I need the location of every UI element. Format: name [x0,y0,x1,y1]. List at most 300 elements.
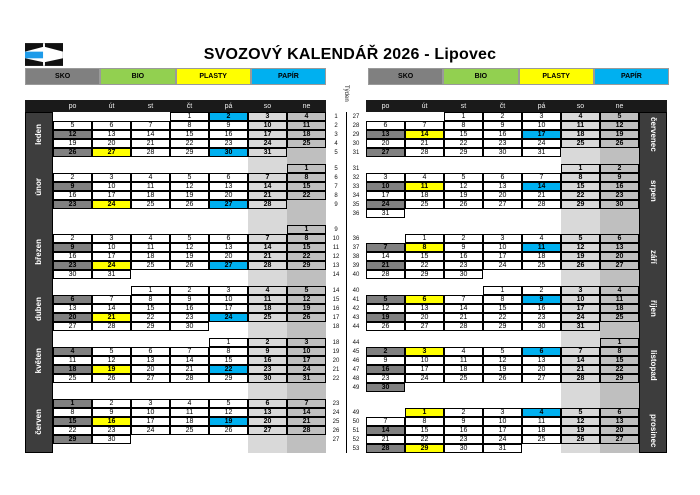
day-cell: 15 [600,356,639,365]
day-cell: 30 [444,444,483,453]
week-number: 2 [334,122,338,129]
day-cell: 14 [366,252,405,261]
day-cell: 13 [600,243,639,252]
week-number: 40 [352,271,360,278]
day-cell: 9 [53,243,92,252]
day-cell: 18 [170,417,209,426]
day-cell: 22 [53,426,92,435]
day-cell: 30 [444,270,483,279]
day-cell: 12 [366,304,405,313]
day-cell: 11 [522,243,561,252]
day-cell: 7 [170,347,209,356]
day-cell: 4 [170,399,209,408]
day-cell: 1 [405,234,444,243]
day-cell: 23 [483,139,522,148]
day-cell: 29 [131,322,170,331]
day-cell: 8 [483,295,522,304]
day-cell: 13 [53,304,92,313]
week-number: 15 [332,296,340,303]
day-cell: 9 [53,182,92,191]
day-cell: 23 [600,191,639,200]
day-cell: 13 [366,130,405,139]
day-cell: 17 [561,304,600,313]
day-cell: 8 [209,347,248,356]
day-cell: 29 [405,444,444,453]
day-name-header: ne [287,100,326,112]
day-cell: 22 [209,365,248,374]
week-number: 6 [334,174,338,181]
day-cell: 16 [522,304,561,313]
week-number: 36 [352,210,360,217]
day-cell: 6 [522,347,561,356]
day-cell: 13 [248,408,287,417]
day-cell: 28 [170,374,209,383]
day-cell: 13 [209,243,248,252]
day-cell: 17 [366,191,405,200]
day-cell: 14 [444,304,483,313]
day-cell: 23 [366,374,405,383]
day-cell: 1 [483,286,522,295]
day-cell: 16 [483,130,522,139]
day-cell: 24 [405,374,444,383]
day-cell: 23 [209,139,248,148]
day-cell: 9 [209,121,248,130]
day-cell: 14 [92,304,131,313]
day-cell: 25 [405,200,444,209]
day-cell: 15 [209,356,248,365]
day-cell: 12 [170,243,209,252]
day-cell: 19 [170,191,209,200]
day-cell: 7 [444,295,483,304]
day-cell: 9 [600,173,639,182]
day-cell: 1 [561,164,600,173]
day-cell: 29 [405,270,444,279]
header-corner [639,100,667,112]
week-number: 41 [352,296,360,303]
day-cell: 14 [366,426,405,435]
day-cell: 9 [366,356,405,365]
day-cell: 7 [287,399,326,408]
day-cell: 3 [92,234,131,243]
day-cell: 20 [600,426,639,435]
day-cell: 28 [248,261,287,270]
day-cell: 24 [561,313,600,322]
day-cell: 1 [209,338,248,347]
day-name-header: út [92,100,131,112]
day-cell: 22 [600,365,639,374]
week-number: 1 [334,113,338,120]
day-cell: 1 [600,338,639,347]
week-number: 49 [352,384,360,391]
day-cell: 4 [287,112,326,121]
day-cell: 20 [209,191,248,200]
day-cell: 31 [561,322,600,331]
day-cell: 20 [92,139,131,148]
day-cell: 24 [483,261,522,270]
month-label-únor [25,164,53,209]
day-cell: 18 [131,252,170,261]
day-cell: 26 [483,374,522,383]
day-cell: 10 [209,295,248,304]
day-cell: 1 [287,164,326,173]
day-cell: 24 [92,261,131,270]
week-number: 31 [352,149,360,156]
day-cell: 25 [170,426,209,435]
day-cell: 17 [131,417,170,426]
day-cell: 18 [522,426,561,435]
week-number: 5 [334,165,338,172]
day-cell: 2 [92,399,131,408]
day-cell: 11 [131,182,170,191]
day-cell: 3 [522,112,561,121]
day-cell: 30 [600,200,639,209]
day-cell: 19 [170,252,209,261]
month-label-text: prosinec [649,413,658,448]
week-number: 48 [352,375,360,382]
week-number: 46 [352,357,360,364]
day-cell: 30 [366,383,405,392]
day-cell: 2 [444,234,483,243]
day-cell: 10 [405,356,444,365]
day-cell: 6 [248,399,287,408]
day-cell: 2 [248,338,287,347]
legend-left [25,68,326,85]
day-name-header: so [248,100,287,112]
day-cell: 23 [170,313,209,322]
week-number: 34 [352,192,360,199]
day-cell: 9 [444,243,483,252]
day-cell: 11 [600,295,639,304]
day-cell: 17 [248,130,287,139]
day-cell: 13 [209,182,248,191]
day-cell: 31 [287,374,326,383]
day-cell: 28 [405,148,444,157]
day-cell: 17 [483,426,522,435]
day-cell: 13 [405,304,444,313]
legend-item-plasty: PLASTY [176,68,251,85]
day-cell: 27 [248,426,287,435]
week-number: 52 [352,436,360,443]
day-cell: 7 [561,347,600,356]
week-number: 14 [332,287,340,294]
month-label-listopad [639,338,667,392]
day-cell: 14 [522,182,561,191]
day-cell: 6 [131,347,170,356]
day-cell: 22 [483,313,522,322]
day-name-header: st [131,100,170,112]
day-cell: 24 [209,313,248,322]
day-cell: 11 [170,408,209,417]
day-cell: 2 [483,112,522,121]
day-cell: 10 [287,347,326,356]
day-cell: 7 [405,121,444,130]
day-cell: 8 [53,408,92,417]
day-cell: 30 [209,148,248,157]
day-cell: 6 [209,234,248,243]
day-cell: 10 [92,243,131,252]
week-number: 44 [352,323,360,330]
day-cell: 30 [170,322,209,331]
day-cell: 16 [444,426,483,435]
day-cell: 25 [600,313,639,322]
day-cell: 1 [53,399,92,408]
week-number: 5 [334,149,338,156]
day-cell: 13 [131,356,170,365]
day-cell: 5 [287,286,326,295]
week-number: 27 [332,436,340,443]
header-corner [25,100,53,112]
day-cell: 31 [483,444,522,453]
day-cell: 27 [366,148,405,157]
day-cell: 21 [287,417,326,426]
day-cell: 2 [53,234,92,243]
week-number: 4 [334,140,338,147]
day-name-header: so [561,100,600,112]
day-cell: 20 [209,252,248,261]
week-number: 9 [334,201,338,208]
day-cell: 7 [366,417,405,426]
day-cell: 14 [248,243,287,252]
day-cell: 23 [444,261,483,270]
week-number: 42 [352,305,360,312]
legend-item-plasty: PLASTY [519,68,594,85]
day-cell: 19 [483,365,522,374]
day-cell: 14 [248,182,287,191]
day-cell: 11 [287,121,326,130]
day-cell: 16 [209,130,248,139]
day-cell: 19 [561,426,600,435]
day-cell: 29 [600,374,639,383]
day-cell: 23 [53,200,92,209]
day-cell: 10 [561,295,600,304]
week-number: 51 [352,427,360,434]
day-cell: 6 [53,295,92,304]
day-cell: 21 [92,313,131,322]
day-cell: 2 [600,164,639,173]
month-label-text: červenec [649,117,658,152]
day-cell: 20 [600,252,639,261]
day-cell: 14 [170,356,209,365]
day-cell: 30 [483,148,522,157]
day-cell: 13 [92,130,131,139]
legend-item-sko: SKO [25,68,100,85]
day-cell: 21 [170,365,209,374]
day-cell: 23 [444,435,483,444]
day-cell: 21 [561,365,600,374]
day-cell: 9 [248,347,287,356]
day-cell: 12 [444,182,483,191]
day-cell: 27 [92,148,131,157]
day-cell: 2 [522,286,561,295]
day-cell: 24 [248,139,287,148]
week-number: 26 [332,427,340,434]
month-label-text: květen [34,347,43,374]
day-cell: 10 [522,121,561,130]
day-cell: 8 [561,173,600,182]
week-number: 11 [332,244,340,251]
day-cell: 4 [131,173,170,182]
day-cell: 27 [209,200,248,209]
day-cell: 10 [483,243,522,252]
week-number: 40 [352,287,360,294]
day-cell: 2 [444,408,483,417]
week-number: 3 [334,131,338,138]
day-cell: 28 [92,322,131,331]
week-number: 31 [352,165,360,172]
day-cell: 29 [483,322,522,331]
week-number: 8 [334,192,338,199]
day-cell: 17 [287,356,326,365]
day-cell: 5 [366,295,405,304]
day-cell: 28 [287,426,326,435]
day-cell: 21 [366,435,405,444]
day-cell: 12 [600,121,639,130]
day-cell: 25 [522,435,561,444]
day-cell: 16 [53,191,92,200]
day-cell: 28 [248,200,287,209]
day-cell: 19 [600,130,639,139]
day-cell: 17 [209,304,248,313]
day-cell: 25 [522,261,561,270]
day-cell: 2 [170,286,209,295]
day-cell: 3 [92,173,131,182]
day-cell: 26 [600,139,639,148]
day-name-header: po [53,100,92,112]
day-cell: 4 [522,408,561,417]
day-cell: 10 [131,408,170,417]
month-label-leden [25,112,53,157]
day-cell: 8 [444,121,483,130]
day-cell: 23 [522,313,561,322]
month-label-červenec [639,112,667,157]
legend-item-papir: PAPÍR [594,68,669,85]
day-cell: 29 [53,435,92,444]
day-cell: 28 [131,148,170,157]
day-cell: 12 [561,243,600,252]
week-number: 24 [332,409,340,416]
day-name-header: ne [600,100,639,112]
day-cell: 25 [53,374,92,383]
day-cell: 29 [209,374,248,383]
day-cell: 5 [170,234,209,243]
day-cell: 10 [248,121,287,130]
day-cell: 28 [366,270,405,279]
day-cell: 4 [444,347,483,356]
week-number: 33 [352,183,360,190]
week-number: 22 [332,375,340,382]
month-label-duben [25,286,53,331]
day-cell: 29 [561,200,600,209]
day-cell: 1 [444,112,483,121]
day-cell: 11 [444,356,483,365]
day-name-header: čt [483,100,522,112]
week-number: 18 [332,323,340,330]
day-cell: 11 [522,417,561,426]
week-number: 23 [332,400,340,407]
legend-item-bio: BIO [443,68,518,85]
month-label-říjen [639,286,667,331]
month-label-květen [25,338,53,383]
day-cell: 11 [248,295,287,304]
day-cell: 26 [287,313,326,322]
day-cell: 18 [522,252,561,261]
day-cell: 4 [53,347,92,356]
day-cell: 6 [483,173,522,182]
day-cell: 25 [561,139,600,148]
month-label-text: srpen [649,180,658,202]
day-cell: 27 [405,322,444,331]
month-label-text: březen [34,239,43,265]
day-cell: 5 [444,173,483,182]
day-cell: 13 [522,356,561,365]
day-cell: 15 [53,417,92,426]
day-cell: 19 [561,252,600,261]
week-number: 20 [332,357,340,364]
day-cell: 27 [600,435,639,444]
day-cell: 27 [600,261,639,270]
day-cell: 30 [92,435,131,444]
day-name-header: pá [522,100,561,112]
day-cell: 24 [483,435,522,444]
day-cell: 20 [131,365,170,374]
day-cell: 22 [405,435,444,444]
day-cell: 5 [483,347,522,356]
week-number: 29 [352,131,360,138]
day-cell: 10 [483,417,522,426]
day-cell: 6 [209,173,248,182]
day-cell: 5 [53,121,92,130]
day-cell: 16 [170,304,209,313]
day-cell: 5 [209,399,248,408]
week-column-label: Týden [343,84,349,102]
day-cell: 5 [561,408,600,417]
day-cell: 20 [405,313,444,322]
day-cell: 12 [170,182,209,191]
day-cell: 18 [561,130,600,139]
day-cell: 26 [170,200,209,209]
day-cell: 9 [522,295,561,304]
day-cell: 4 [248,286,287,295]
day-cell: 3 [366,173,405,182]
page-title: SVOZOVÝ KALENDÁŘ 2026 - Lipovec [203,46,497,63]
day-cell: 3 [561,286,600,295]
day-cell: 22 [170,139,209,148]
day-cell: 19 [444,191,483,200]
day-cell: 15 [444,130,483,139]
day-cell: 10 [366,182,405,191]
day-cell: 16 [92,417,131,426]
day-cell: 21 [522,191,561,200]
day-cell: 18 [287,130,326,139]
day-cell: 2 [366,347,405,356]
day-cell: 21 [405,139,444,148]
week-number: 37 [352,244,360,251]
day-cell: 26 [366,322,405,331]
week-number: 13 [332,262,340,269]
day-cell: 12 [287,295,326,304]
week-number: 14 [332,271,340,278]
day-cell: 30 [522,322,561,331]
week-number: 36 [352,235,360,242]
day-cell: 25 [287,139,326,148]
day-cell: 16 [53,252,92,261]
week-number: 49 [352,409,360,416]
day-cell: 8 [131,295,170,304]
day-cell: 15 [170,130,209,139]
day-cell: 6 [405,295,444,304]
day-cell: 15 [405,252,444,261]
day-cell: 17 [92,191,131,200]
